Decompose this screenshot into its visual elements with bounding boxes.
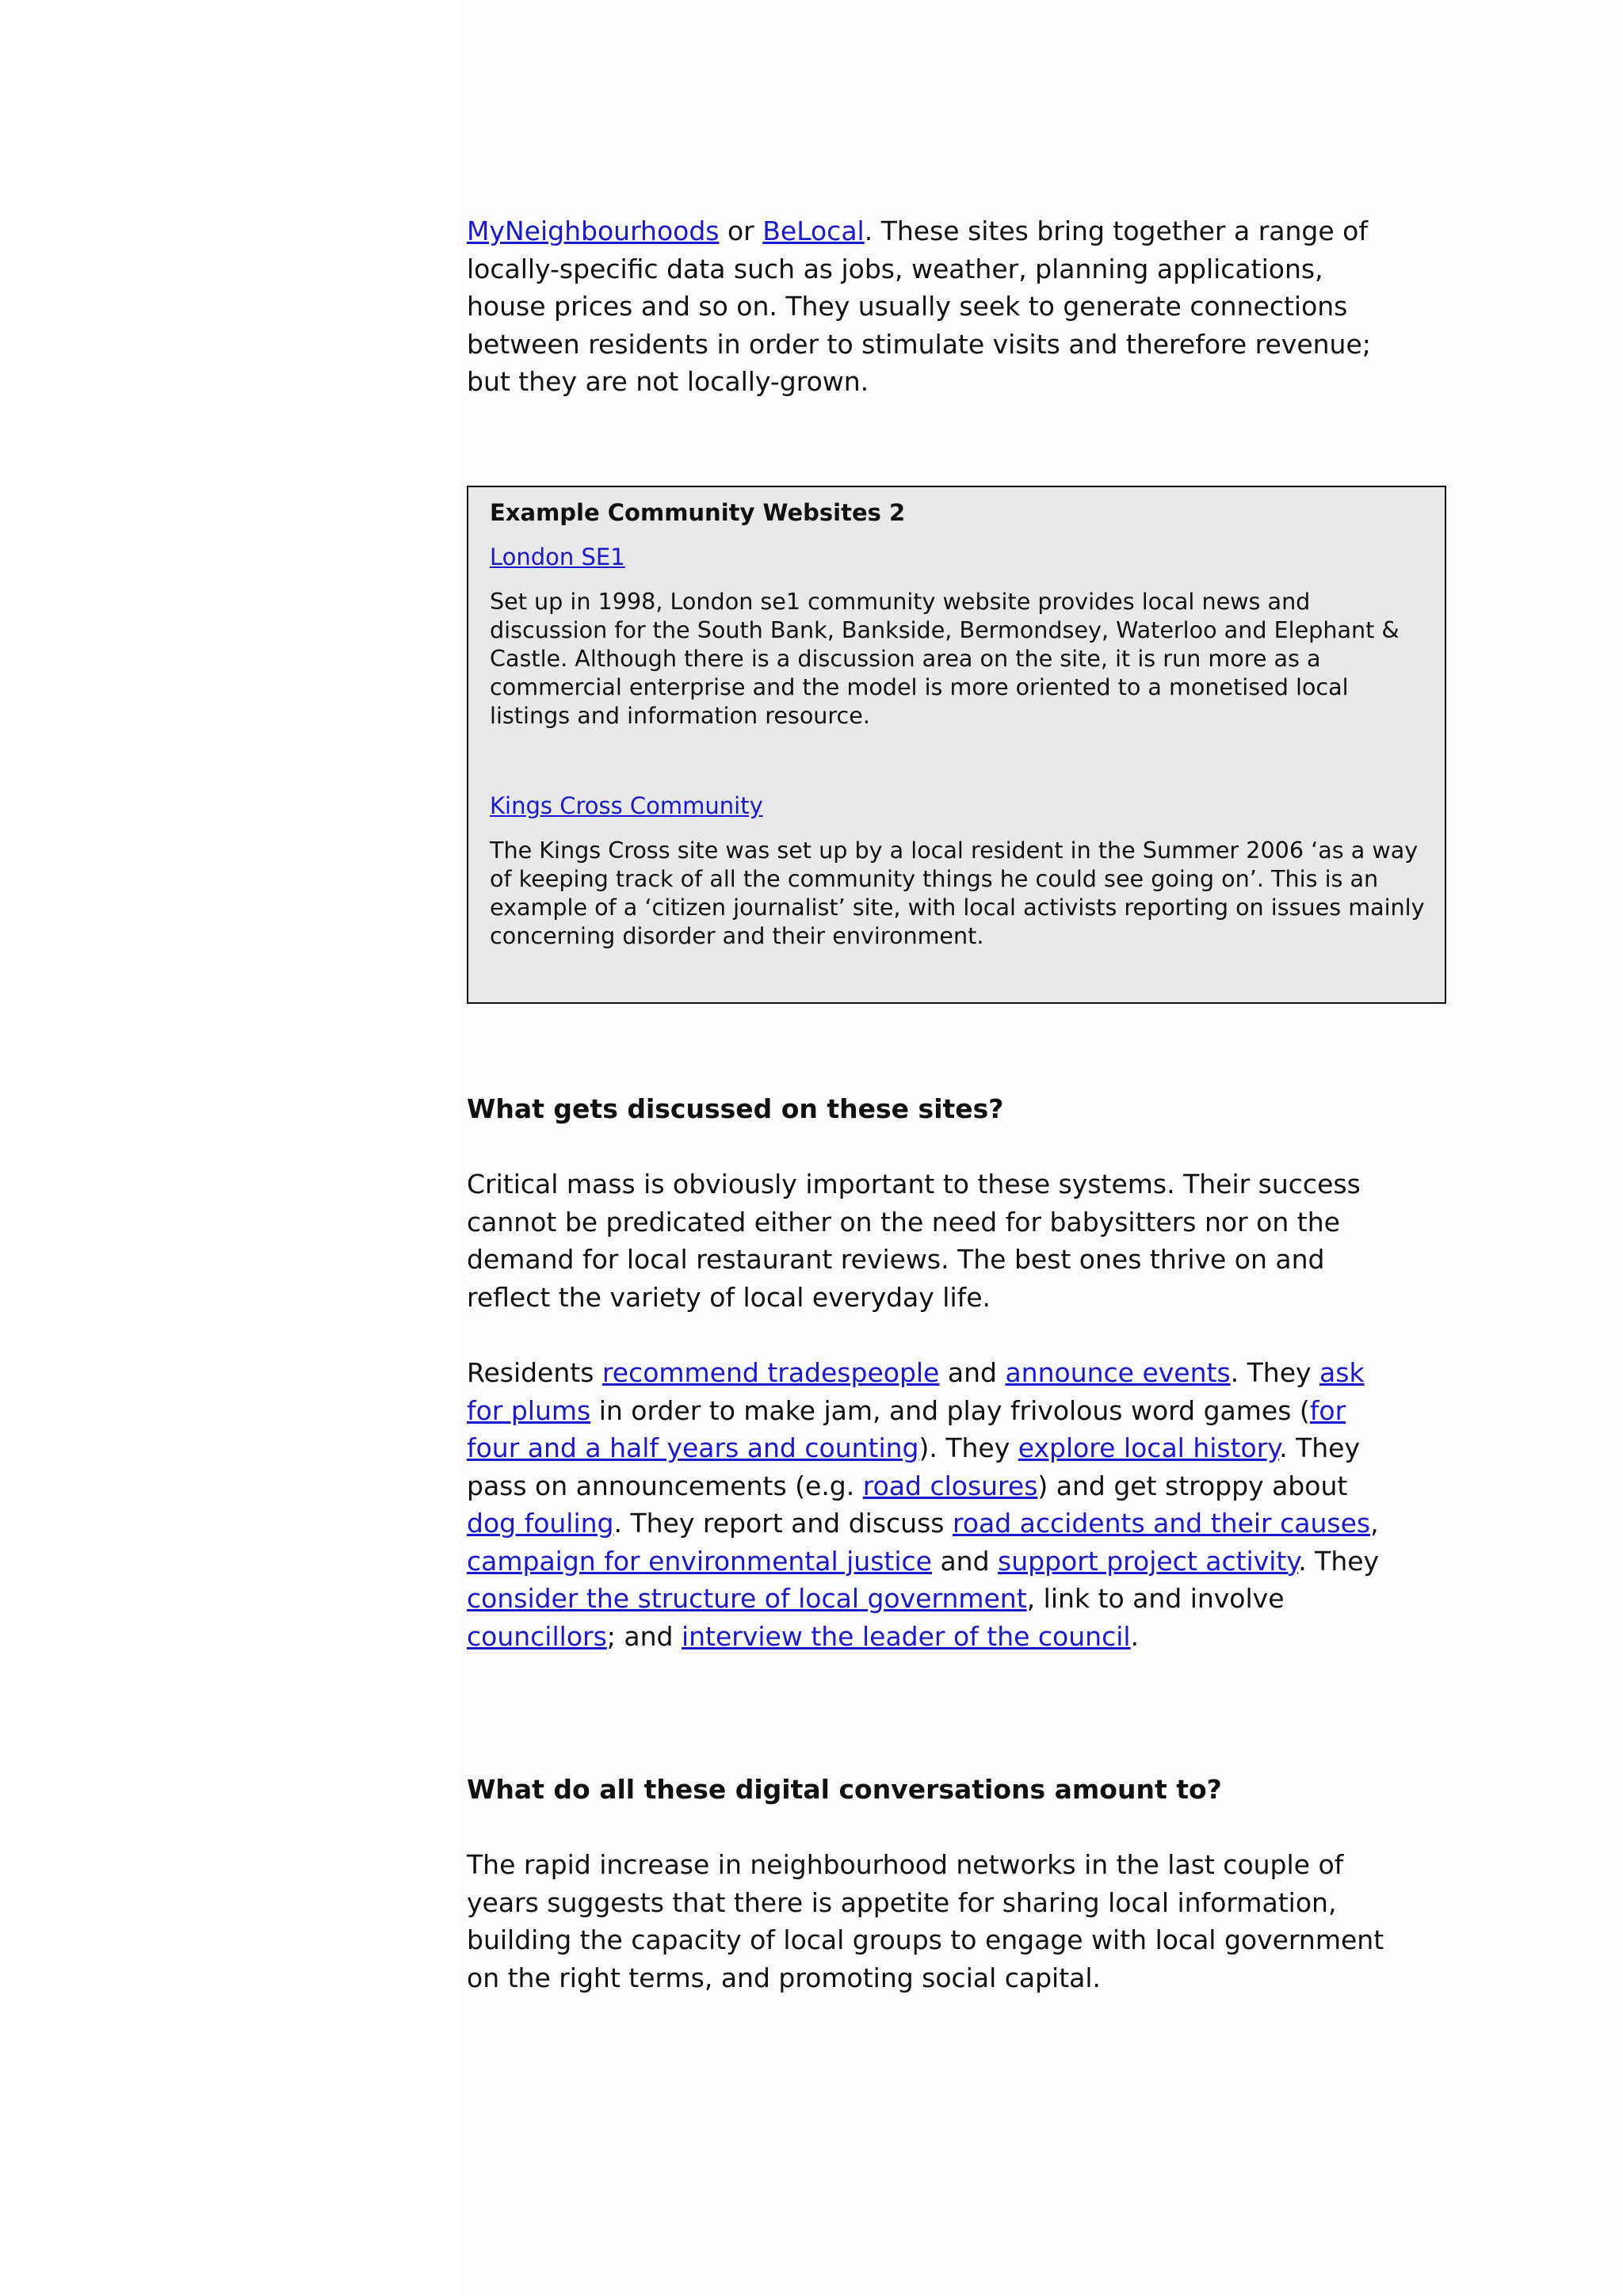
callout-title: Example Community Websites 2 [490, 499, 906, 526]
road-closures-link[interactable]: road closures [862, 1470, 1038, 1501]
intro-paragraph [467, 212, 1386, 401]
paragraph-text: . [1130, 1620, 1140, 1652]
paragraph-text: . They report and discuss [613, 1508, 953, 1539]
example-websites-callout [467, 486, 1446, 1004]
kings-cross-description: The Kings Cross site was set up by a local resident in the Summer 2006 ‘as a way of keeping track of all the community things he could see going on’. This is an example of a ‘citizen journalist’ site, with local activists reporting on issues mainly concerning disorder and their environment. [490, 837, 1425, 949]
paragraph-text: . They pass on announcements (e.g. [467, 1432, 1361, 1501]
paragraph-text: and [931, 1545, 999, 1577]
myneighbourhoods-link[interactable]: MyNeighbourhoods [467, 215, 720, 246]
london-se1-description: Set up in 1998, London se1 community website provides local news and discussion for the South Bank, Bankside, Bermondsey, Waterloo and Elephant & Castle. Although there is a discussion area on the site, it is run more as a commercial enterprise and the model is more oriented to a monetised local listings and information resource. [490, 588, 1400, 729]
section-heading-discussion: What gets discussed on these sites? [467, 1093, 1004, 1124]
interview-council-leader-link[interactable]: interview the leader of the council [681, 1620, 1131, 1652]
paragraph-text: ; and [606, 1620, 682, 1652]
paragraph-text: in order to make jam, and play frivolous word games ( [590, 1394, 1310, 1426]
intro-text: or [719, 215, 763, 246]
road-accidents-link[interactable]: road accidents and their causes [952, 1508, 1371, 1539]
paragraph-text: ). They [918, 1432, 1018, 1463]
critical-mass-paragraph: Critical mass is obviously important to these systems. Their success cannot be predicated either on the need for babysitters nor on the demand for local restaurant reviews. The best ones thrive on and reflect the variety of local everyday life. [467, 1169, 1361, 1313]
paragraph-text: . They [1230, 1357, 1320, 1388]
paragraph-text: , [1370, 1508, 1379, 1539]
dog-fouling-link[interactable]: dog fouling [467, 1508, 614, 1539]
section2-paragraph-1 [467, 1846, 1386, 1997]
intro-block [467, 212, 1386, 401]
word-games-link[interactable]: for four and a half years and counting [467, 1394, 1346, 1463]
support-project-activity-link[interactable]: support project activity [998, 1545, 1299, 1577]
section1-paragraph-2 [467, 1354, 1386, 1655]
section1-paragraph-1 [467, 1165, 1386, 1316]
intro-text: . These sites bring together a range of locally-specific data such as jobs, weather, planning applications, house prices and so on. They usually seek to generate connections between residents in order to stimulate visits and therefore revenue; but they are not locally-grown. [467, 215, 1371, 397]
local-government-structure-link[interactable]: consider the structure of local government [467, 1583, 1027, 1614]
announce-events-link[interactable]: announce events [1005, 1357, 1231, 1388]
belocal-link[interactable]: BeLocal [762, 215, 865, 246]
environmental-justice-link[interactable]: campaign for environmental justice [467, 1545, 932, 1577]
paragraph-text: and [939, 1357, 1006, 1388]
london-se1-link[interactable]: London SE1 [490, 543, 625, 570]
residents-paragraph [467, 1354, 1386, 1655]
neighbourhood-networks-paragraph: The rapid increase in neighbourhood networks in the last couple of years suggests that there is appetite for sharing local information, building the capacity of local groups to engage with local government on the right terms, and promoting social capital. [467, 1849, 1384, 1993]
paragraph-text: , link to and involve [1026, 1583, 1285, 1614]
section-heading-conversations: What do all these digital conversations amount to? [467, 1774, 1222, 1805]
recommend-tradespeople-link[interactable]: recommend tradespeople [601, 1357, 940, 1388]
paragraph-text: Residents [467, 1357, 602, 1388]
explore-local-history-link[interactable]: explore local history [1018, 1432, 1280, 1463]
paragraph-text: . They [1298, 1545, 1380, 1577]
paragraph-text: ) and get stroppy about [1037, 1470, 1348, 1501]
ask-for-plums-link[interactable]: ask for plums [467, 1357, 1365, 1426]
kings-cross-community-link[interactable]: Kings Cross Community [490, 792, 763, 819]
councillors-link[interactable]: councillors [467, 1620, 607, 1652]
